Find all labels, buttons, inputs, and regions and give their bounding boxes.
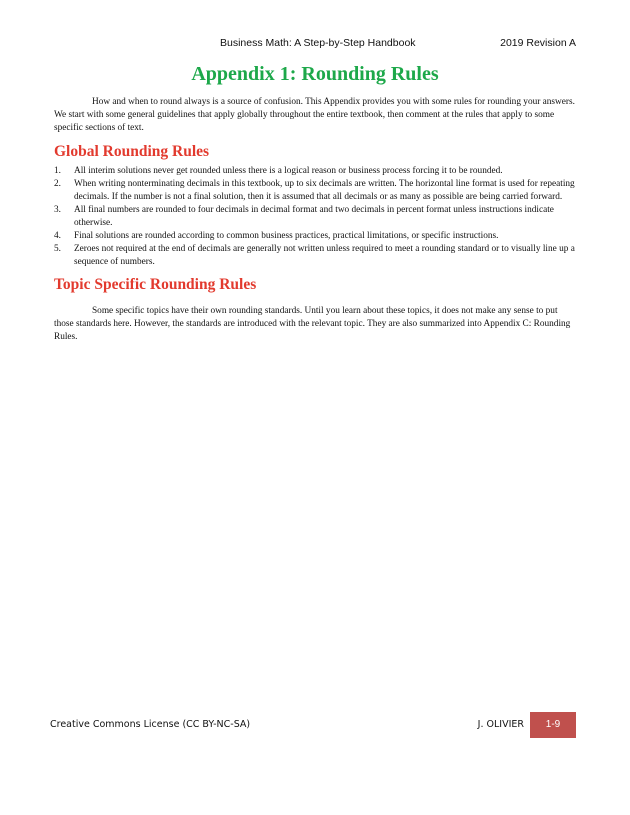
page-header <box>54 37 576 53</box>
page-content <box>54 60 576 344</box>
page-number-badge: 1-9 <box>530 712 576 738</box>
list-number: 1. <box>54 166 61 176</box>
list-item <box>54 165 576 178</box>
list-item-text: All final numbers are rounded to four decimals in decimal format and two decimals in percent format unless instructions indicate otherwise. <box>74 205 554 228</box>
global-rules-heading: Global Rounding Rules <box>54 143 210 160</box>
book-title: Business Math: A Step-by-Step Handbook <box>220 37 416 49</box>
topic-paragraph: Some specific topics have their own rounding standards. Until you learn about these topics, it does not make any sense to put those standards here. However, the standards are introduced with the relevant topic. They are also summarized into Appendix C: Rounding Rules. <box>54 306 571 342</box>
global-rules-list <box>54 165 576 269</box>
list-item-text: Zeroes not required at the end of decimals are generally not written unless required to meet a rounding standard or to visually line up a sequence of numbers. <box>74 244 575 267</box>
list-number: 4. <box>54 231 61 241</box>
license-text: Creative Commons License (CC BY-NC-SA) <box>50 719 251 730</box>
list-item-text: All interim solutions never get rounded unless there is a logical reason or business process forcing it to be rounded. <box>74 166 503 176</box>
list-item <box>54 204 576 230</box>
list-number: 5. <box>54 244 61 254</box>
list-item-text: When writing nonterminating decimals in this textbook, up to six decimals are written. The horizontal line format is used for repeating decimals. If the number is not a final solution, then it is assumed that all decimals or as many as possible are being carried forward. <box>74 179 575 202</box>
list-number: 3. <box>54 205 61 215</box>
page-footer <box>50 712 576 738</box>
list-item <box>54 178 576 204</box>
list-item <box>54 243 576 269</box>
page-title: Appendix 1: Rounding Rules <box>191 63 439 85</box>
list-number: 2. <box>54 179 61 189</box>
revision-label: 2019 Revision A <box>500 37 576 49</box>
topic-rules-heading: Topic Specific Rounding Rules <box>54 276 257 293</box>
list-item <box>54 230 576 243</box>
list-item-text: Final solutions are rounded according to common business practices, practical limitations, or specific instructions. <box>74 231 499 241</box>
author-name: J. OLIVIER <box>477 719 524 730</box>
intro-paragraph: How and when to round always is a source of confusion. This Appendix provides you with some rules for rounding your answers. We start with some general guidelines that apply globally throughout the entire textbook, then comment at the rules that apply to some specific sections of text. <box>54 97 575 133</box>
